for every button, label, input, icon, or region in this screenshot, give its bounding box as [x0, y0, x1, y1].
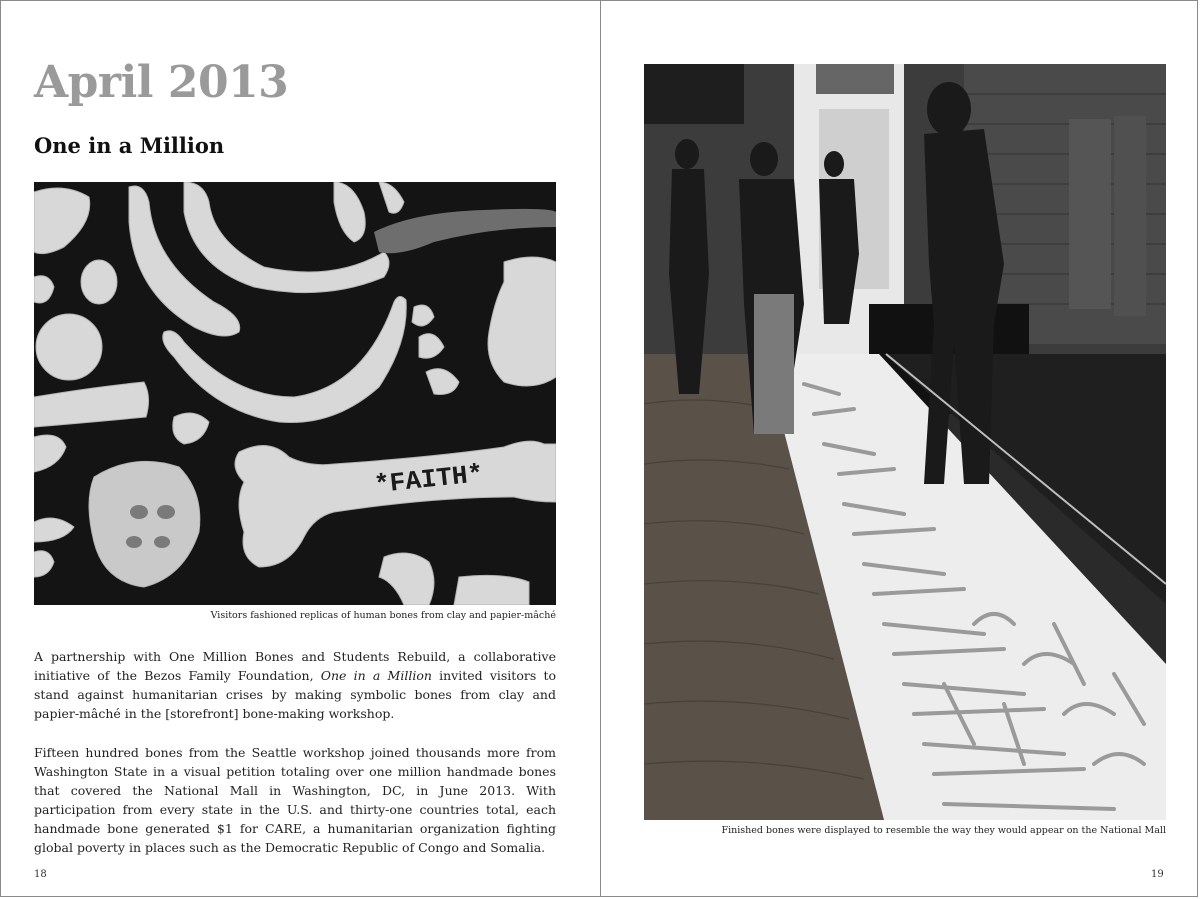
right-page — [601, 1, 1199, 896]
bone-inscription: *FAITH* — [372, 459, 485, 501]
left-page — [1, 1, 600, 896]
body-paragraph-1 — [34, 647, 556, 723]
right-photo-caption: Finished bones were displayed to resemble the way they would appear on the National Mall — [721, 825, 1166, 836]
paragraph-1-text-end: invited visitors to stand against humanitarian crises by making symbolic bones from clay and papier-mâché in the [storefront] bone-making workshop. — [34, 668, 556, 721]
left-photo-caption: Visitors fashioned replicas of human bones from clay and papier-mâché — [210, 610, 556, 621]
month-heading: April 2013 — [34, 57, 289, 108]
bones-display-photo — [644, 64, 1166, 820]
paragraph-1-text-start: A partnership with One Million Bones and Students Rebuild, a collaborative initiative of the Bezos Family Foundation, — [34, 649, 556, 683]
page-number-right: 19 — [1151, 869, 1164, 880]
program-title-italic: One in a Million — [320, 668, 432, 683]
page-number-left: 18 — [34, 869, 47, 880]
body-paragraph-2: Fifteen hundred bones from the Seattle workshop joined thousands more from Washington State in a visual petition totaling over one million handmade bones that covered the National Mall in Washington, DC, in June 2013. With participation from every state in the U.S. and thirty-one countries total, each handmade bone generated $1 for CARE, a humanitarian organization fighting global poverty in places such as the Democratic Republic of Congo and Somalia. — [34, 745, 556, 855]
section-title: One in a Million — [34, 133, 225, 158]
bones-closeup-photo — [34, 182, 556, 605]
